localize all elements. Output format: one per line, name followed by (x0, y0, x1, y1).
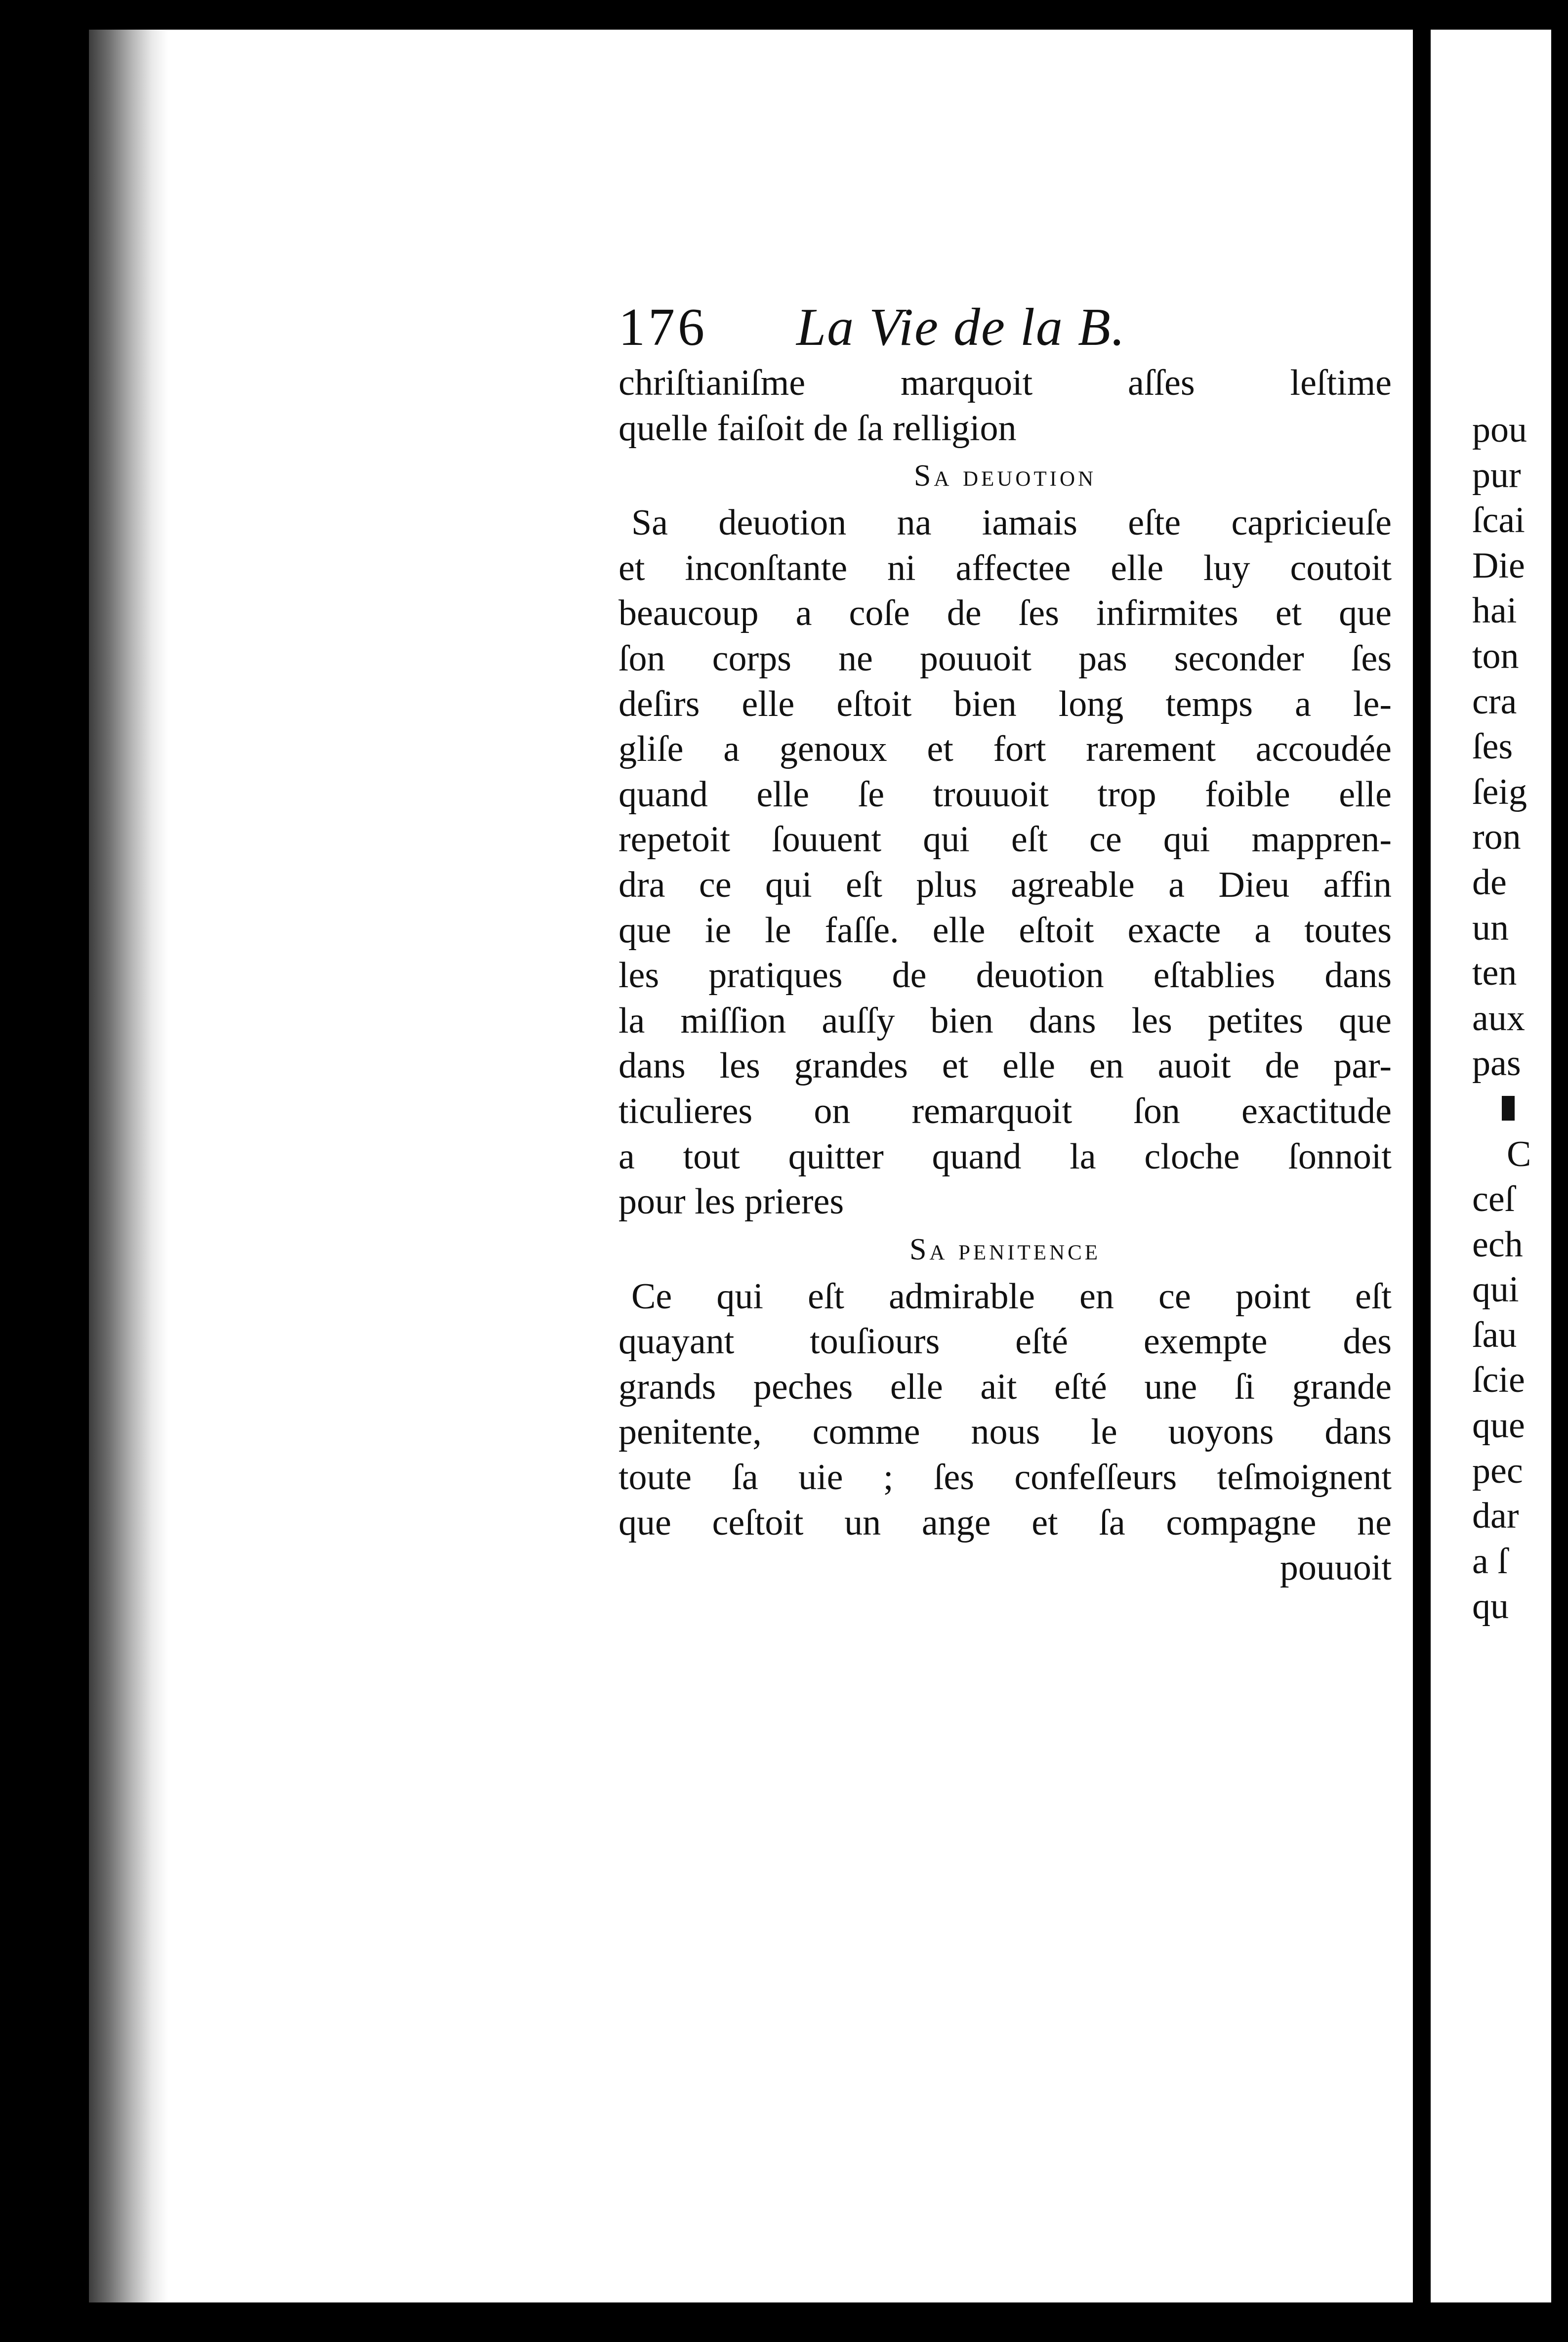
text-line: beaucoup a coſe de ſes infirmites et que (619, 593, 1392, 634)
text-line: ſon corps ne pouuoit pas seconder ſes (619, 638, 1392, 679)
section-heading-deuotion: Sa deuotion (913, 459, 1097, 493)
text-line: chriſtianiſme marquoit aſſes leſtime (619, 363, 1392, 403)
text-line: dans les grandes et elle en auoit de par- (619, 1046, 1392, 1087)
text-line: dra ce qui eſt plus agreable a Dieu affin (619, 864, 1392, 905)
ornament-mark-icon (1502, 1096, 1515, 1121)
text-line: et inconſtante ni affectee elle luy coutoit (619, 547, 1392, 588)
facing-line: aux (1472, 998, 1525, 1039)
text-line: que ceſtoit un ange et ſa compagne ne (619, 1502, 1392, 1543)
text-line: quelle faiſoit de ſa relligion (619, 408, 1017, 449)
running-title: La Vie de la B. (796, 298, 1126, 357)
text-line: pour les prieres (619, 1181, 844, 1222)
facing-line: pec (1472, 1450, 1523, 1491)
text-line: Sa deuotion na iamais eſte capricieuſe (631, 502, 1392, 544)
facing-line: cra (1472, 681, 1517, 722)
facing-line: qu (1472, 1586, 1509, 1627)
facing-line: ech (1472, 1224, 1523, 1265)
facing-line: hai (1472, 590, 1517, 631)
facing-line: ſes (1472, 726, 1513, 767)
facing-line: ten (1472, 953, 1517, 994)
facing-line: ſeig (1472, 771, 1527, 812)
facing-line: pou (1472, 410, 1527, 450)
page-number: 176 (619, 298, 707, 357)
facing-page-text (1472, 408, 1531, 1630)
facing-line: que (1472, 1405, 1525, 1446)
text-line: Ce qui eſt admirable en ce point eſt (631, 1276, 1392, 1317)
facing-line: pas (1472, 1043, 1521, 1084)
facing-line: ſau (1472, 1314, 1517, 1355)
facing-line: de (1472, 862, 1507, 903)
facing-page (1431, 30, 1568, 2302)
facing-line: Die (1472, 545, 1525, 586)
facing-line: un (1472, 907, 1509, 948)
facing-line: pur (1472, 455, 1521, 496)
facing-section-initial: C (1507, 1133, 1531, 1174)
facing-line: qui (1472, 1269, 1519, 1310)
page-shadow-edge (89, 30, 168, 2302)
facing-line: ton (1472, 635, 1519, 676)
facing-page-edge (1551, 30, 1568, 2302)
facing-line: ſcie (1472, 1360, 1525, 1401)
text-line: penitente, comme nous le uoyons dans (619, 1412, 1392, 1453)
text-line: que ie le faſſe. elle eſtoit exacte a toutes (619, 910, 1392, 951)
text-line: deſirs elle eſtoit bien long temps a le- (619, 683, 1392, 724)
text-line: repetoit ſouuent qui eſt ce qui mappren- (619, 819, 1392, 860)
text-line: gliſe a genoux et fort rarement accoudée (619, 729, 1392, 770)
facing-line: ron (1472, 817, 1521, 858)
text-line: toute ſa uie ; ſes confeſſeurs teſmoignent (619, 1457, 1392, 1498)
text-line: quand elle ſe trouuoit trop foible elle (619, 774, 1392, 815)
text-line: la miſſion auſſy bien dans les petites que (619, 1000, 1392, 1041)
facing-line: ſcai (1472, 500, 1525, 541)
book-gutter (1413, 30, 1431, 2302)
facing-line: a ſ (1472, 1541, 1508, 1582)
text-line: les pratiques de deuotion eſtablies dans (619, 955, 1392, 996)
section-heading-penitence: Sa penitence (909, 1232, 1101, 1266)
text-line: grands peches elle ait eſté une ſi grande (619, 1366, 1392, 1407)
facing-line: ceſ (1472, 1179, 1515, 1220)
text-line: ticulieres on remarquoit ſon exactitude (619, 1090, 1392, 1131)
text-line: quayant touſiours eſté exempte des (619, 1321, 1392, 1362)
text-line: a tout quitter quand la cloche ſonnoit (619, 1136, 1392, 1177)
catchword: pouuoit (1279, 1547, 1392, 1589)
facing-ornament (1472, 1087, 1531, 1132)
facing-line: dar (1472, 1496, 1519, 1537)
page-text-block (619, 294, 1392, 1591)
running-head (619, 294, 1392, 361)
